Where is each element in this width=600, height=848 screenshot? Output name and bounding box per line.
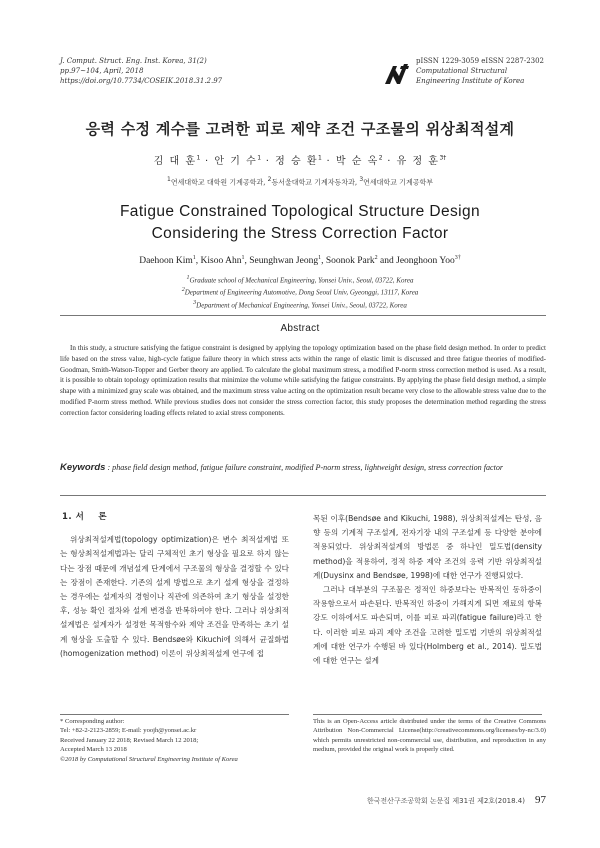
- author-separator: and: [377, 256, 397, 267]
- corresponding-contact: Tel: +82-2-2123-2859; E-mail: yoojh@yonsei.ac.kr: [60, 727, 197, 735]
- author-ko: 박 순 옥: [335, 156, 379, 167]
- affiliations-english: [0, 273, 600, 310]
- received-dates: Received January 22 2018; Revised March 12 2018;: [60, 736, 199, 744]
- authors-english: [0, 255, 600, 266]
- author-separator: ,: [195, 256, 201, 267]
- keywords-list: : phase field design method, fatigue failure constraint, modified P-norm stress, lightweight design, stress correction factor: [107, 463, 504, 472]
- author-separator: ·: [387, 156, 392, 167]
- affil-en: Department of Engineering Automotive, Dong Seoul Univ, Gyeonggi, 13117, Korea: [184, 288, 419, 297]
- journal-header-right: [416, 56, 544, 86]
- abstract-heading: Abstract: [280, 323, 320, 334]
- abstract-top-rule: [60, 315, 546, 316]
- title-en-line2: Considering the Stress Correction Factor: [151, 225, 449, 242]
- author-sup: 2: [378, 154, 383, 162]
- section-number: 1. 서: [62, 512, 85, 522]
- keywords-label: Keywords: [60, 462, 106, 473]
- author-sup: 1: [192, 255, 196, 261]
- journal-issn: pISSN 1229-3059 eISSN 2287-2302: [416, 57, 545, 65]
- affil-sup: 1: [186, 275, 190, 281]
- author-en: Soonok Park: [325, 256, 375, 267]
- affil-en-line: [0, 298, 600, 310]
- author-en: Seunghwan Jeong: [249, 256, 319, 267]
- author-ko: 김 대 훈: [153, 156, 197, 167]
- paper-title-korean: 응력 수정 계수를 고려한 피로 제약 조건 구조물의 위상최적설계: [85, 120, 515, 138]
- accepted-date: Accepted March 13 2018: [60, 746, 127, 754]
- body-paragraph: 위상최적설계법(topology optimization)은 변수 최적설계법 또는 형상최적설계법과는 달리 구체적인 초기 형상을 필요로 하지 않는다는 장점 때문에 개념설계 단계에서 구조물의 형상을 결정할 수 있다는 장점이 존재한다. 기존의 설계 방법으로 초기 설계 형상을 결정하는 경우에는 설계자의 경험이나 직관에 의존하여 초기 형상을 설정한 후, 성능 확인 절차와 설계 변경을 반복하여야 한다. 그러나 위상최적설계법은 설계자가 설정한 목적함수와 제약 조건을 만족하는 초기 설계 형상을 도출할 수 있다. Bendsøe와 Kikuchi에 의해서 균질화법(homogenization method) 이론이 위상최적설계 연구에 접: [60, 535, 289, 658]
- author-separator: ·: [205, 156, 210, 167]
- author-separator: ,: [321, 256, 326, 267]
- affil-sup: 3: [359, 176, 364, 183]
- author-sup: 1: [318, 154, 322, 162]
- journal-logo-icon: [384, 62, 410, 86]
- body-column-right: [313, 512, 542, 668]
- body-paragraph: 목된 이후(Bendsøe and Kikuchi, 1988), 위상최적설계는 탄성, 음향 등의 기계적 구조설계, 전자기장 내의 구조설계 등 다양한 분야에 적용되었다. 위상최적설계의 방법론 중 하나인 밀도법(density method)을 적용하여, 정적 하중 제약 조건의 응력 기반 위상최적설계(Duysinx and Bendsøe, 1998)에 대한 연구가 진행되었다.: [313, 514, 542, 580]
- affil-en-line: [0, 285, 600, 297]
- affil-sup: 2: [181, 287, 185, 294]
- author-en: Daehoon Kim: [139, 256, 193, 267]
- affil-ko: 연세대학교 기계공학부: [363, 178, 433, 187]
- author-ko: 유 정 훈: [396, 156, 440, 167]
- journal-name-line2: Engineering Institute of Korea: [416, 77, 525, 85]
- affil-en: Graduate school of Mechanical Engineering, Yonsei Univ., Seoul, 03722, Korea: [189, 276, 414, 285]
- footnote-rule-left: [60, 714, 289, 715]
- author-separator: ,: [244, 256, 250, 267]
- affil-sup: 1: [166, 176, 171, 183]
- author-sup: 1: [318, 255, 322, 261]
- journal-header-left: [60, 56, 222, 86]
- copyright-notice: ©2018 by Computational Structural Engineering Institute of Korea: [60, 755, 238, 763]
- body-paragraph: 그러나 대부분의 구조물은 정적인 하중보다는 반복적인 동하중이 작용함으로서 파손된다. 반복적인 하중이 가해지게 되면 재료의 항복 강도 이하에서도 파손되며, 이를 피로 파괴(fatigue failure)라고 한다. 이러한 피로 파괴 제약 조건을 고려한 밀도법 기반의 위상최적설계에 대한 연구가 수행된 바 있다(Holmberg et al., 2014). 밀도법에 대한 연구는 설계: [313, 585, 542, 666]
- author-sup: 1: [241, 255, 245, 261]
- journal-citation: J. Comput. Struct. Eng. Inst. Korea, 31(2): [60, 57, 207, 65]
- author-sup: 3†: [439, 154, 447, 162]
- journal-name-line1: Computational Structural: [416, 67, 508, 75]
- page-number: 97: [535, 794, 546, 806]
- affil-sup: 2: [267, 176, 272, 183]
- section-title: 론: [98, 512, 108, 522]
- keywords: [60, 462, 546, 474]
- affil-sup: 3: [193, 299, 197, 306]
- section-heading: [62, 510, 289, 524]
- author-sup: 2: [374, 255, 378, 261]
- affil-en: Department of Mechanical Engineering, Yonsei Univ., Seoul, 03722, Korea: [196, 300, 407, 309]
- open-access-notice: This is an Open-Access article distributed under the terms of the Creative Commons Attribution Non-Commercial License(http://creativecommons.org/licenses/by-nc/3.0) which permits unrestricted non-commercial use, distribution, and reproduction in any medium, provided the original work is properly cited.: [313, 718, 546, 754]
- page-footer: [367, 794, 546, 806]
- corresponding-label: * Corresponding author:: [60, 718, 125, 725]
- footer-journal: 한국전산구조공학회 논문집 제31권 제2호(2018.4): [366, 797, 525, 805]
- journal-pages: pp.97~104, April, 2018: [60, 67, 144, 75]
- author-sup: 1: [196, 154, 201, 162]
- affil-ko: 연세대학교 대학원 기계공학과,: [170, 178, 266, 187]
- author-sup: 1: [257, 154, 262, 162]
- title-en-line1: Fatigue Constrained Topological Structure Design: [119, 203, 481, 220]
- footnote-rule-right: [313, 714, 542, 715]
- author-sup: 3†: [454, 255, 461, 261]
- footnote-corresponding: [60, 717, 292, 764]
- affil-en-line: [0, 273, 600, 285]
- affiliations-korean: [0, 176, 600, 187]
- body-column-left: [60, 510, 289, 661]
- author-separator: ·: [326, 156, 332, 167]
- paper-title-english: [0, 201, 600, 245]
- abstract-text: In this study, a structure satisfying the fatigue constraint is designed by applying the topology optimization based on the phase field design method. In order to predict life based on the stress value, high-cycle fatigue failure theory in which stress acts within the range of elastic limit is discussed and three fatigue theories of modified-Goodman, Smith-Watson-Topper and Gerber theory are applied. To calculate the global maximum stress, a modified P-norm stress correction method is used. As a result, it is possible to obtain topology optimization results that minimize the volume while satisfying the fatigue constraints. By applying the phase field design method, a simple shape with a minimized gray scale was obtained, and the maximum stress value acting on the optimization result became very close to the allowable stress value due to the modified P-norm stress method. While previous studies does not consider the stress correction factor, this study proposes the determination method regarding the stress correction factor considering loading effects related to axial stress components.: [60, 344, 546, 417]
- author-en: Kisoo Ahn: [200, 256, 242, 267]
- author-separator: ·: [265, 156, 271, 167]
- author-ko: 정 승 환: [275, 156, 318, 167]
- author-en: Jeonghoon Yoo: [396, 256, 455, 267]
- affil-ko: 동서울대학교 기계자동차과,: [271, 178, 358, 187]
- authors-korean: [0, 152, 600, 167]
- keywords-bottom-rule: [60, 495, 546, 496]
- author-ko: 안 기 수: [214, 156, 258, 167]
- journal-doi: https://doi.org/10.7734/COSEIK.2018.31.2.97: [60, 77, 223, 85]
